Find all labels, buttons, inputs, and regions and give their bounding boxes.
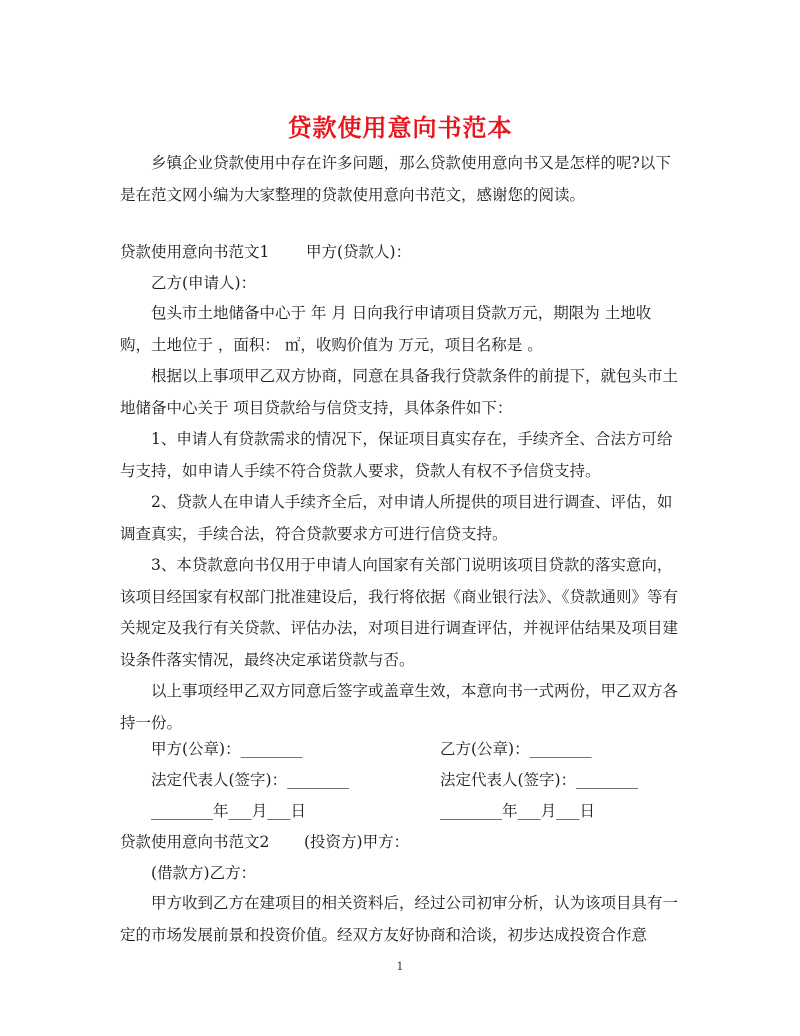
condition-item-3: 3、本贷款意向书仅用于申请人向国家有关部门说明该项目贷款的落实意向，该项目经国家有权部门批准建设后，我行将依据《商业银行法》、《贷款通则》等有关规定及我行有关贷款、评估办法，对项目进行调查评估，并视评估结果及项目建设条件落实情况，最终决定承诺贷款与否。 <box>120 556 679 669</box>
paragraph-investment: 甲方收到乙方在建项目的相关资料后，经过公司初审分析，认为该项目具有一定的市场发展前景和投资价值。经双方友好协商和洽谈，初步达成投资合作意 <box>120 894 679 944</box>
signature-party-b-representative: 法定代表人(签字)：________ <box>440 771 639 789</box>
closing-paragraph: 以上事项经甲乙双方同意后签字或盖章生效，本意向书一式两份，甲乙双方各持一份。 <box>120 682 679 732</box>
signature-party-a-seal: 甲方(公章)：________ <box>151 740 303 758</box>
sample1-party-b: 乙方(申请人)： <box>151 274 257 292</box>
paragraph-application: 包头市土地储备中心于 年 月 日向我行申请项目贷款万元，期限为 土地收购，土地位于 ，面积： ㎡，收购价值为 万元，项目名称是 。 <box>120 304 652 354</box>
signature-party-a-representative: 法定代表人(签字)：________ <box>151 771 350 789</box>
sample1-party-a: 甲方(贷款人)： <box>306 243 412 261</box>
sample1-heading: 贷款使用意向书范文1 <box>120 243 270 261</box>
page-number: 1 <box>396 960 404 973</box>
sample2-heading: 贷款使用意向书范文2 <box>120 833 270 851</box>
document-title: 贷款使用意向书范本 <box>287 113 513 142</box>
sample2-party-b: (借款方)乙方： <box>151 864 257 882</box>
intro-paragraph: 乡镇企业贷款使用中存在许多问题，那么贷款使用意向书又是怎样的呢?以下是在范文网小编为大家整理的贷款使用意向书范文，感谢您的阅读。 <box>120 154 671 204</box>
signature-party-b-seal: 乙方(公章)：________ <box>440 740 592 758</box>
signature-party-a-date: ________年___月___日 <box>151 802 307 820</box>
sample2-party-a: (投资方)甲方： <box>304 833 410 851</box>
signature-party-b-date: ________年___月___日 <box>440 802 596 820</box>
condition-item-1: 1、申请人有贷款需求的情况下，保证项目真实存在，手续齐全、合法方可给与支持，如申请人手续不符合贷款人要求，贷款人有权不予信贷支持。 <box>120 430 673 480</box>
condition-item-2: 2、贷款人在申请人手续齐全后，对申请人所提供的项目进行调查、评估，如调查真实，手续合法，符合贷款要求方可进行信贷支持。 <box>120 493 673 543</box>
paragraph-negotiation: 根据以上事项甲乙双方协商，同意在具备我行贷款条件的前提下，就包头市土地储备中心关于 项目贷款给与信贷支持，具体条件如下： <box>120 367 679 417</box>
